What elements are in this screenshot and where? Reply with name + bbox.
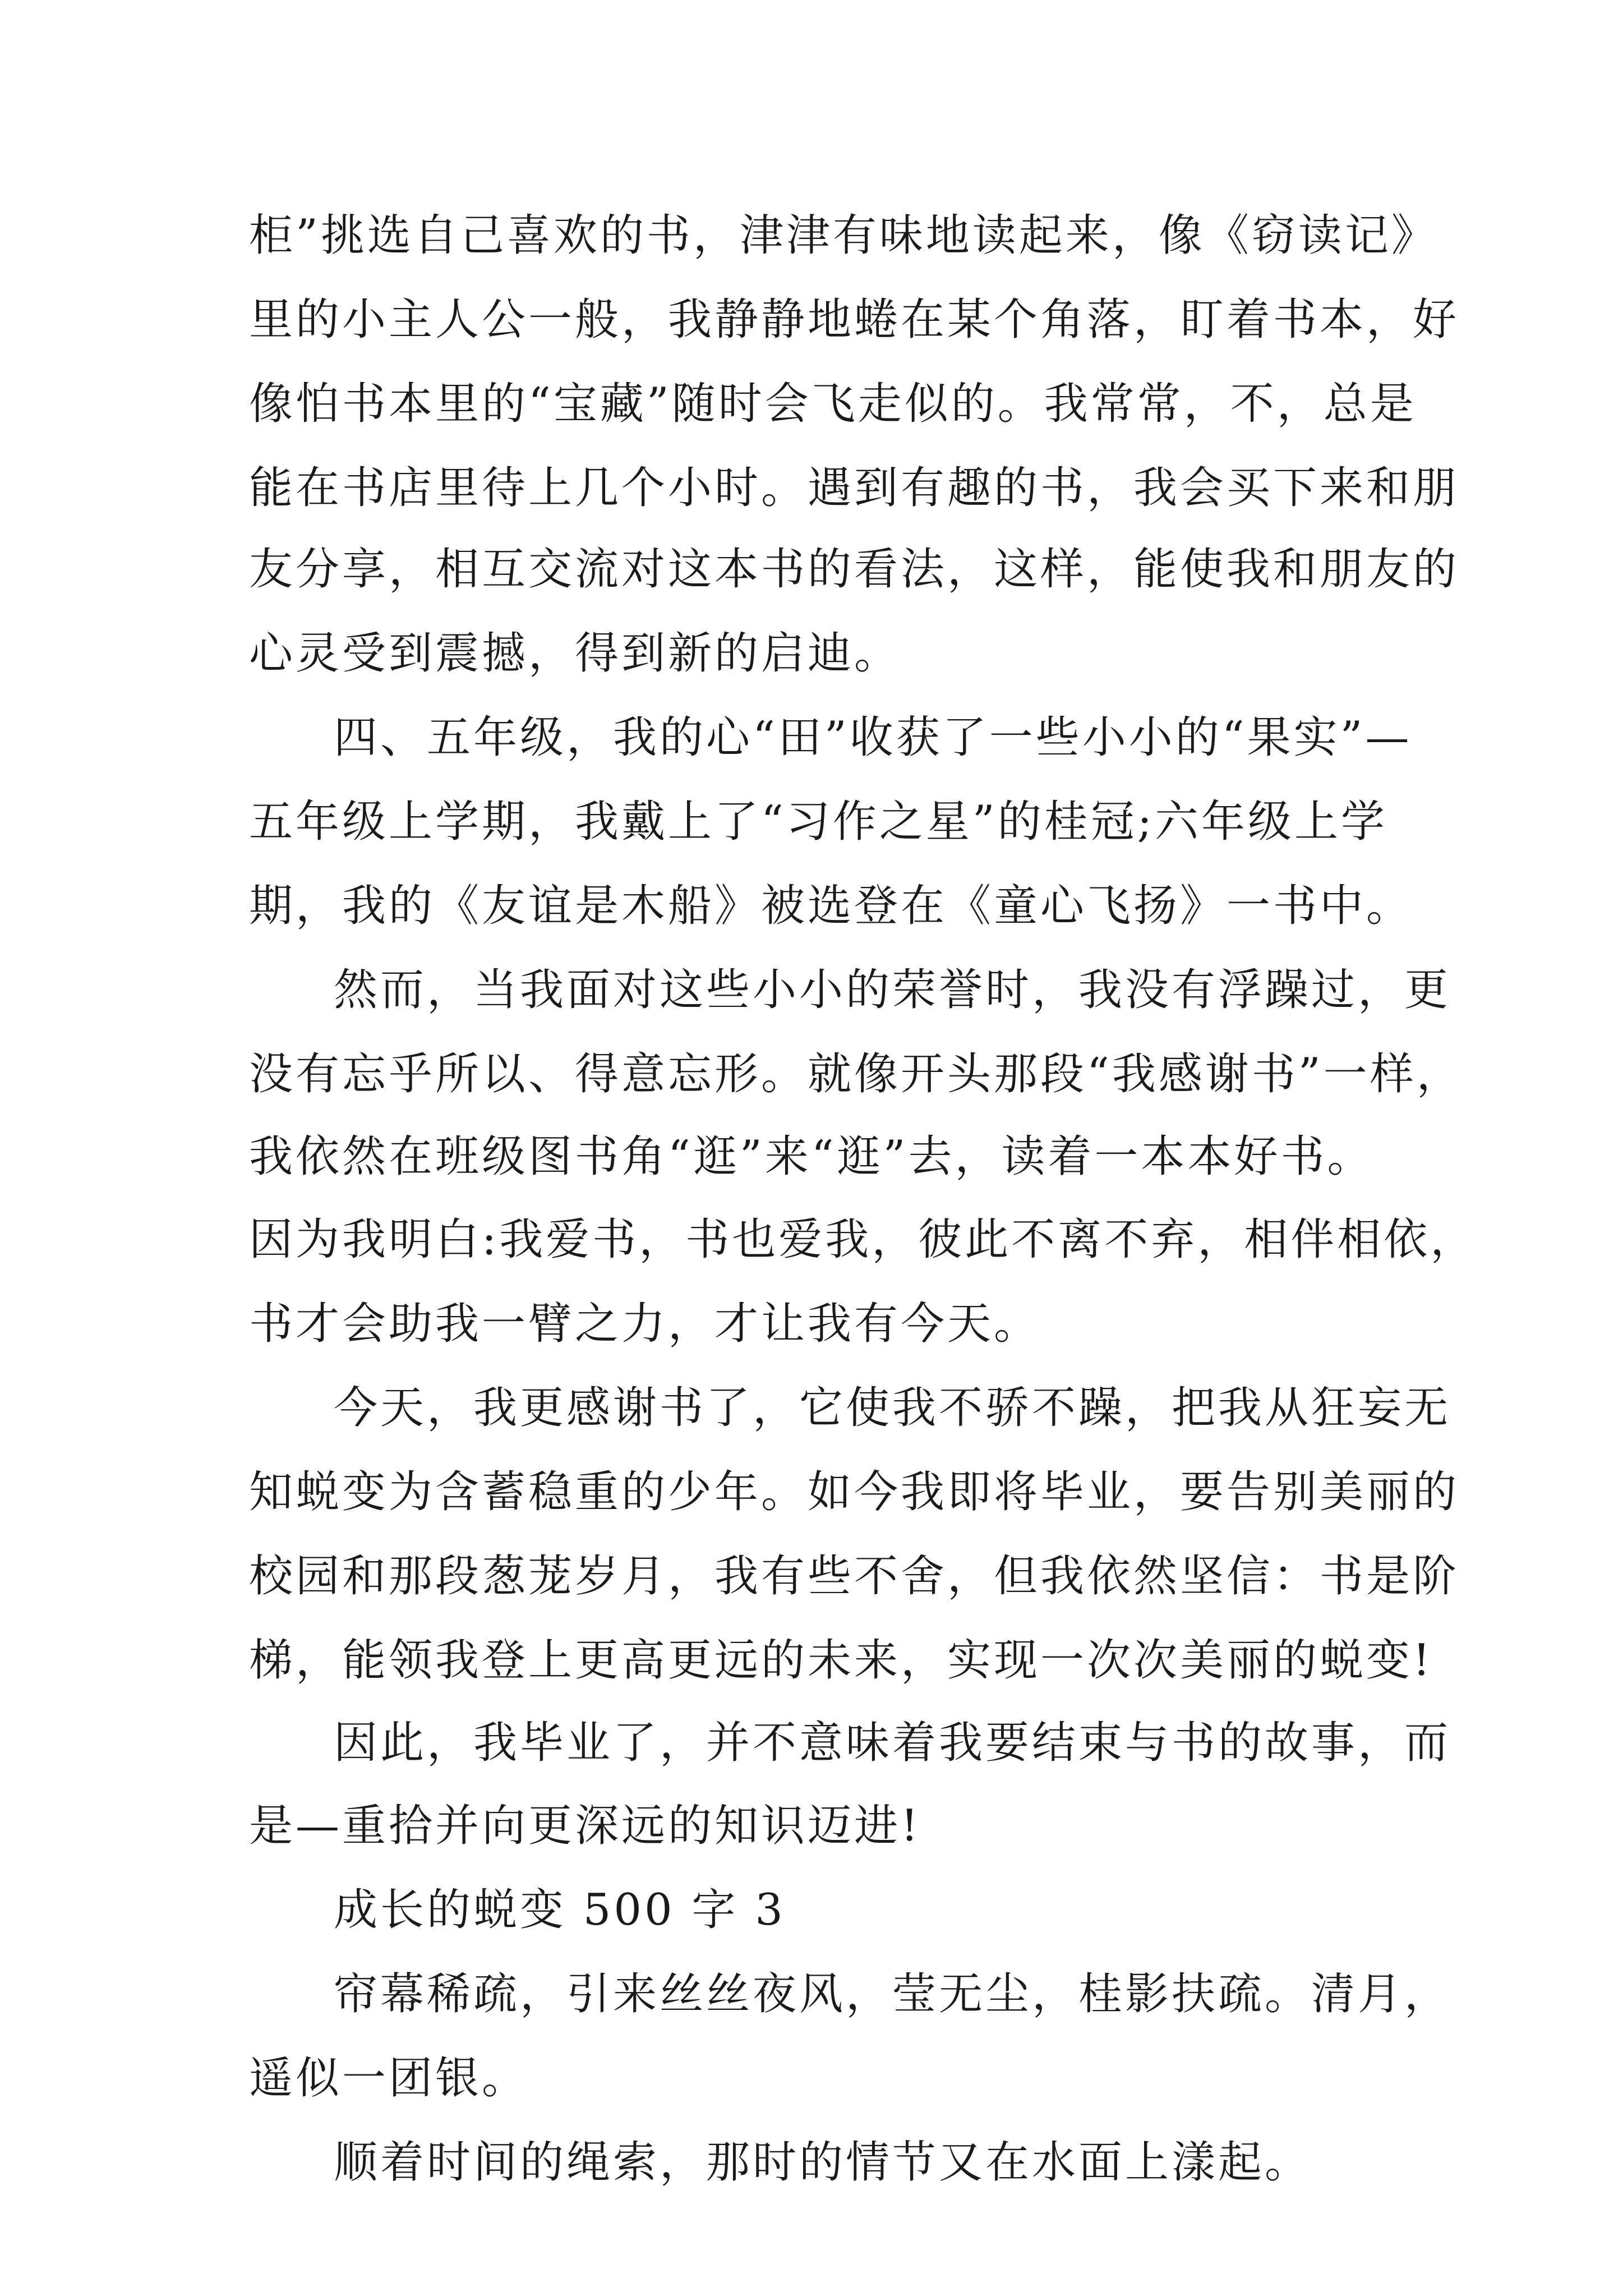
text-line: 梯，能领我登上更高更远的未来，实现一次次美丽的蜕变! <box>249 1635 1433 1686</box>
text-line: 知蜕变为含蓄稳重的少年。如今我即将毕业，要告别美丽的 <box>249 1467 1460 1517</box>
text-line: 书才会助我一臂之力，才让我有今天。 <box>249 1299 1041 1349</box>
text-line: 五年级上学期，我戴上了“习作之星”的桂冠;六年级上学 <box>249 797 1388 847</box>
text-line: 里的小主人公一般，我静静地蜷在某个角落，盯着书本，好 <box>249 295 1460 345</box>
text-line: 像怕书本里的“宝藏”随时会飞走似的。我常常，不，总是 <box>249 379 1417 429</box>
paragraph-start-line: 四、五年级，我的心“田”收获了一些小小的“果实”— <box>334 712 1412 763</box>
text-line: 没有忘乎所以、得意忘形。就像开头那段“我感谢书”一样， <box>249 1049 1463 1099</box>
text-line: 因为我明白:我爱书，书也爱我，彼此不离不弃，相伴相依， <box>249 1214 1477 1265</box>
text-line: 友分享，相互交流对这本书的看法，这样，能使我和朋友的 <box>249 544 1460 595</box>
paragraph-start-line: 因此，我毕业了，并不意味着我要结束与书的故事，而 <box>334 1718 1451 1768</box>
text-line: 心灵受到震撼，得到新的启迪。 <box>249 628 901 679</box>
text-line: 柜”挑选自己喜欢的书，津津有味地读起来，像《窃读记》 <box>249 210 1438 261</box>
paragraph-start-line: 然而，当我面对这些小小的荣誉时，我没有浮躁过，更 <box>334 965 1451 1015</box>
text-line: 我依然在班级图书角“逛”来“逛”去，读着一本本好书。 <box>249 1131 1374 1182</box>
paragraph-start-line: 帘幕稀疏，引来丝丝夜风，莹无尘，桂影扶疏。清月， <box>334 1969 1451 2019</box>
text-line: 校园和那段葱茏岁月，我有些不舍，但我依然坚信：书是阶 <box>249 1551 1460 1602</box>
text-line: 遥似一团银。 <box>249 2053 529 2104</box>
text-line: 是—重拾并向更深远的知识迈进! <box>249 1801 921 1851</box>
text-line: 期，我的《友谊是木船》被选登在《童心飞扬》一书中。 <box>249 881 1413 931</box>
section-heading: 成长的蜕变 500 字 3 <box>334 1885 786 1935</box>
paragraph-start-line: 顺着时间的绳索，那时的情节又在水面上漾起。 <box>334 2137 1312 2188</box>
paragraph-start-line: 今天，我更感谢书了，它使我不骄不躁，把我从狂妄无 <box>334 1383 1451 1433</box>
text-line: 能在书店里待上几个小时。遇到有趣的书，我会买下来和朋 <box>249 463 1460 513</box>
